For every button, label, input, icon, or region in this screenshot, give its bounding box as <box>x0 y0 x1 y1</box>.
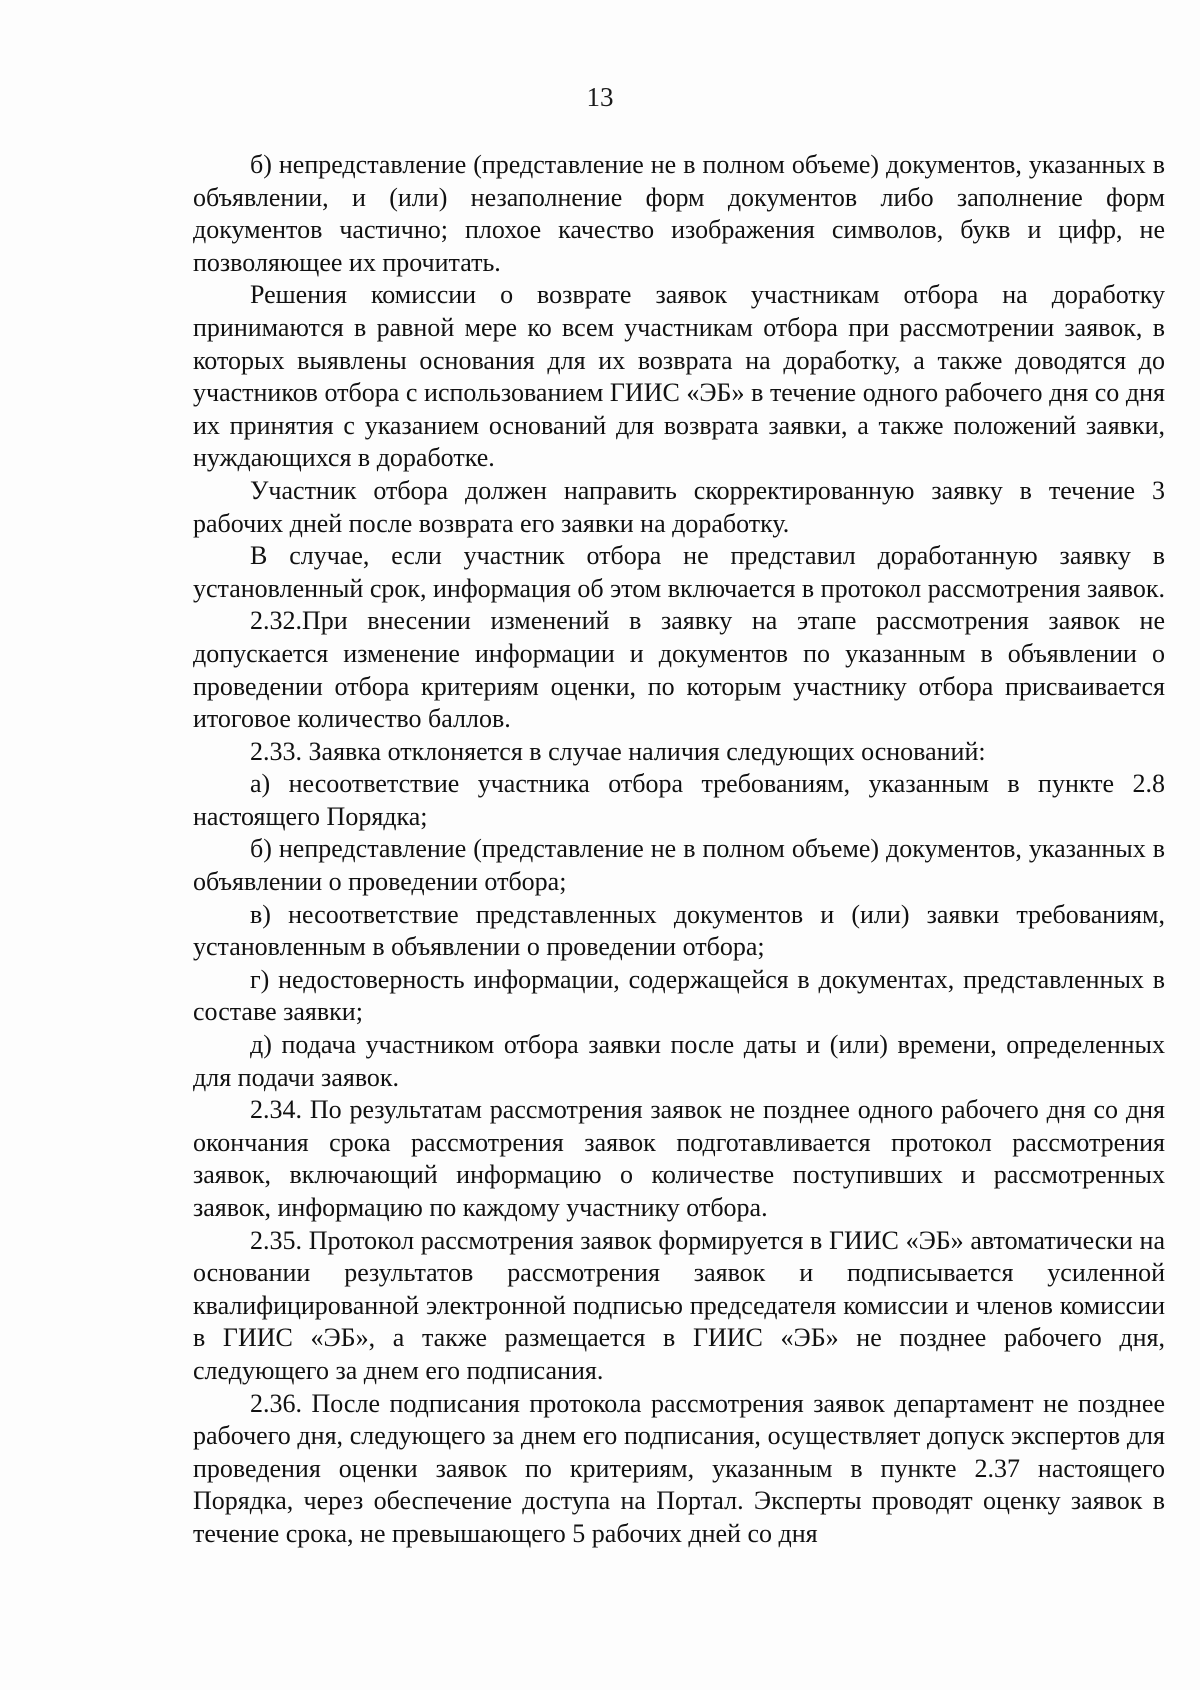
document-body <box>193 149 1165 1551</box>
paragraph-2-33: 2.33. Заявка отклоняется в случае наличия следующих оснований: <box>250 736 986 766</box>
paragraph-2-33-b: б) непредставление (представление не в полном объеме) документов, указанных в объявлении о проведении отбора; <box>193 834 1165 897</box>
paragraph-2-32: 2.32.При внесении изменений в заявку на этапе рассмотрения заявок не допускается изменение информации и документов по указанным в объявлении о проведении отбора критериям оценки, по которым участнику отбора присваивается итоговое количество баллов. <box>193 606 1165 734</box>
paragraph-missed-deadline: В случае, если участник отбора не представил доработанную заявку в установленный срок, информация об этом включается в протокол рассмотрения заявок. <box>193 541 1165 603</box>
paragraph-2-33-g: г) недостоверность информации, содержащейся в документах, представленных в составе заявки; <box>193 964 1165 1027</box>
paragraph-b-nonsubmission: б) непредставление (представление не в полном объеме) документов, указанных в объявлении, и (или) незаполнение форм документов либо заполнение форм документов частично; плохое качество изображения символов, букв и цифр, не позволяющее их прочитать. <box>193 150 1165 277</box>
paragraph-2-33-v: в) несоответствие представленных документов и (или) заявки требованиям, установленным в объявлении о проведении отбора; <box>193 899 1165 962</box>
paragraph-resubmission-deadline: Участник отбора должен направить скорректированную заявку в течение 3 рабочих дней после возврата его заявки на доработку. <box>193 475 1165 538</box>
paragraph-2-33-d: д) подача участником отбора заявки после даты и (или) времени, определенных для подачи заявок. <box>193 1030 1165 1092</box>
paragraph-2-36: 2.36. После подписания протокола рассмотрения заявок департамент не позднее рабочего дня, следующего за днем его подписания, осуществляет допуск экспертов для проведения оценки заявок по критериям, указанным в пункте 2.37 настоящего Порядка, через обеспечение доступа на Портал. Эксперты проводят оценку заявок в течение срока, не превышающего 5 рабочих дней со дня <box>193 1388 1165 1548</box>
paragraph-2-33-a: а) несоответствие участника отбора требованиям, указанным в пункте 2.8 настоящего Порядка; <box>193 769 1165 831</box>
paragraph-2-34: 2.34. По результатам рассмотрения заявок не позднее одного рабочего дня со дня окончания срока рассмотрения заявок подготавливается протокол рассмотрения заявок, включающий информацию о количестве поступивших и рассмотренных заявок, информацию по каждому участнику отбора. <box>193 1095 1165 1222</box>
paragraph-commission-decisions: Решения комиссии о возврате заявок участникам отбора на доработку принимаются в равной мере ко всем участникам отбора при рассмотрении заявок, в которых выявлены основания для их возврата на доработку, а также доводятся до участников отбора с использованием ГИИС «ЭБ» в течение одного рабочего дня со дня их принятия с указанием оснований для возврата заявки, а также положений заявки, нуждающихся в доработке. <box>193 280 1165 473</box>
page-number: 13 <box>586 82 614 112</box>
paragraph-2-35: 2.35. Протокол рассмотрения заявок формируется в ГИИС «ЭБ» автоматически на основании результатов рассмотрения заявок и подписывается усиленной квалифицированной электронной подписью председателя комиссии и членов комиссии в ГИИС «ЭБ», а также размещается в ГИИС «ЭБ» не позднее рабочего дня, следующего за днем его подписания. <box>193 1225 1165 1385</box>
